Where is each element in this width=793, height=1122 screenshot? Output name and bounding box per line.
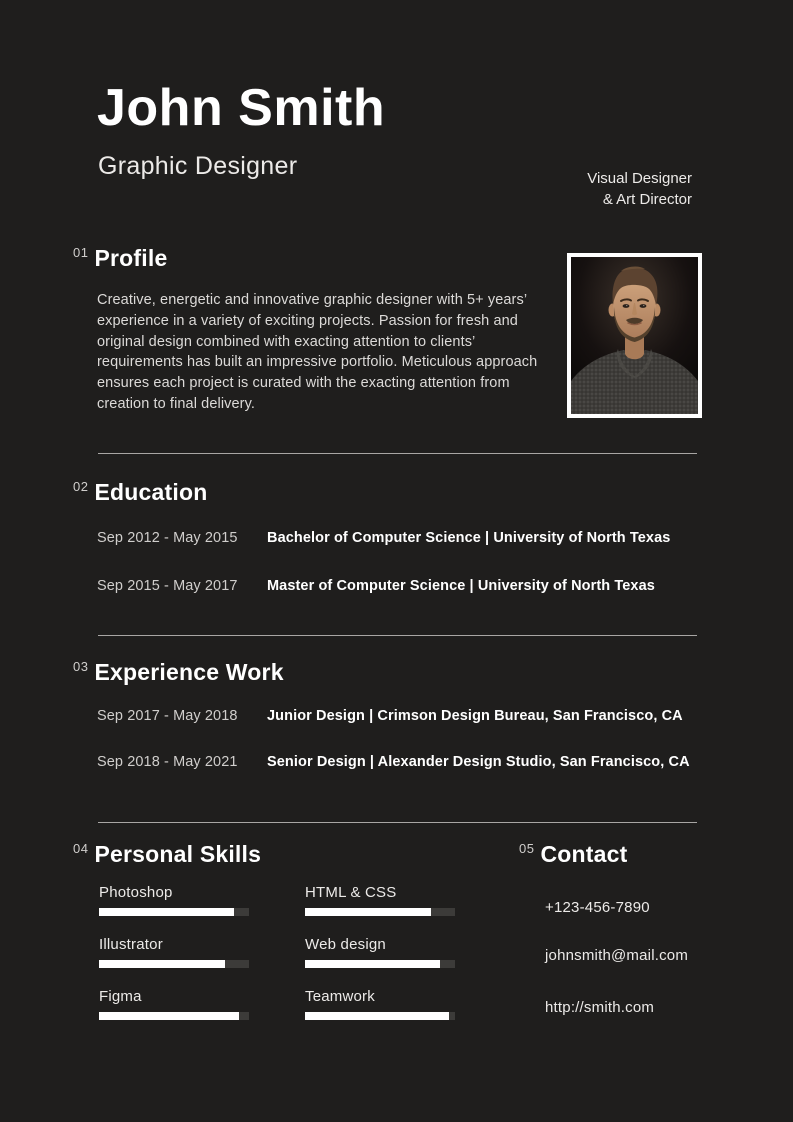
section-heading-experience [73, 659, 284, 686]
tagline-line-1: Visual Designer [587, 170, 692, 187]
section-number: 05 [519, 841, 535, 856]
section-heading-profile [73, 245, 167, 272]
contact-email: johnsmith@mail.com [545, 947, 689, 964]
skill-label: Web design [305, 936, 386, 953]
portrait-illustration [571, 257, 698, 414]
skill-bar [99, 1012, 249, 1020]
skill-bar [305, 908, 455, 916]
skill-bar [305, 1012, 455, 1020]
experience-row [97, 708, 683, 724]
section-heading-education [73, 479, 207, 506]
skill-label: Illustrator [99, 936, 163, 953]
section-number: 03 [73, 659, 89, 674]
section-heading-contact [519, 841, 627, 868]
education-row [97, 578, 655, 594]
experience-dates: Sep 2017 - May 2018 [97, 708, 238, 724]
section-title: Education [94, 479, 208, 505]
skill-figma [99, 988, 249, 1020]
person-name: John Smith [97, 79, 386, 137]
job-title: Graphic Designer [98, 152, 298, 180]
experience-description: Senior Design | Alexander Design Studio, San Francisco, CA [267, 754, 690, 770]
skill-bar [99, 908, 249, 916]
experience-description: Junior Design | Crimson Design Bureau, San Francisco, CA [267, 708, 683, 724]
education-dates: Sep 2012 - May 2015 [97, 530, 238, 546]
section-title: Personal Skills [94, 841, 262, 867]
tagline [587, 168, 692, 210]
contact-phone: +123-456-7890 [545, 899, 650, 916]
profile-text: Creative, energetic and innovative graphic designer with 5+ years’ experience in a variety of exciting projects. Passion for fresh and original design combined with exacting attention to clients’ requirements has built an impressive portfolio. Meticulous approach ensures each project is curated with the exacting attention from creation to final delivery. [97, 292, 538, 412]
experience-row [97, 754, 690, 770]
skill-bar-fill [305, 908, 431, 916]
skill-web-design [305, 936, 455, 968]
education-description: Bachelor of Computer Science | University of North Texas [267, 530, 671, 546]
education-description: Master of Computer Science | University of North Texas [267, 578, 655, 594]
skill-bar-fill [99, 908, 234, 916]
skill-bar-fill [305, 1012, 449, 1020]
divider [98, 822, 697, 823]
divider [98, 635, 697, 636]
skill-illustrator [99, 936, 249, 968]
tagline-line-2: & Art Director [602, 191, 692, 208]
section-title: Contact [540, 841, 628, 867]
skill-bar-fill [305, 960, 440, 968]
skill-bar-fill [99, 960, 225, 968]
skill-html-css [305, 884, 455, 916]
section-number: 02 [73, 479, 89, 494]
section-title: Experience Work [94, 659, 284, 685]
skill-bar [305, 960, 455, 968]
skill-bar-fill [99, 1012, 239, 1020]
skill-label: Figma [99, 988, 142, 1005]
section-number: 01 [73, 245, 89, 260]
experience-dates: Sep 2018 - May 2021 [97, 754, 238, 770]
skill-label: HTML & CSS [305, 884, 397, 901]
skill-photoshop [99, 884, 249, 916]
skill-label: Teamwork [305, 988, 375, 1005]
education-row [97, 530, 670, 546]
education-dates: Sep 2015 - May 2017 [97, 578, 238, 594]
divider [98, 453, 697, 454]
section-title: Profile [94, 245, 168, 271]
skill-teamwork [305, 988, 455, 1020]
contact-website: http://smith.com [545, 999, 655, 1016]
skill-bar [99, 960, 249, 968]
skill-label: Photoshop [99, 884, 173, 901]
profile-photo [567, 253, 702, 418]
section-heading-skills [73, 841, 261, 868]
section-number: 04 [73, 841, 89, 856]
